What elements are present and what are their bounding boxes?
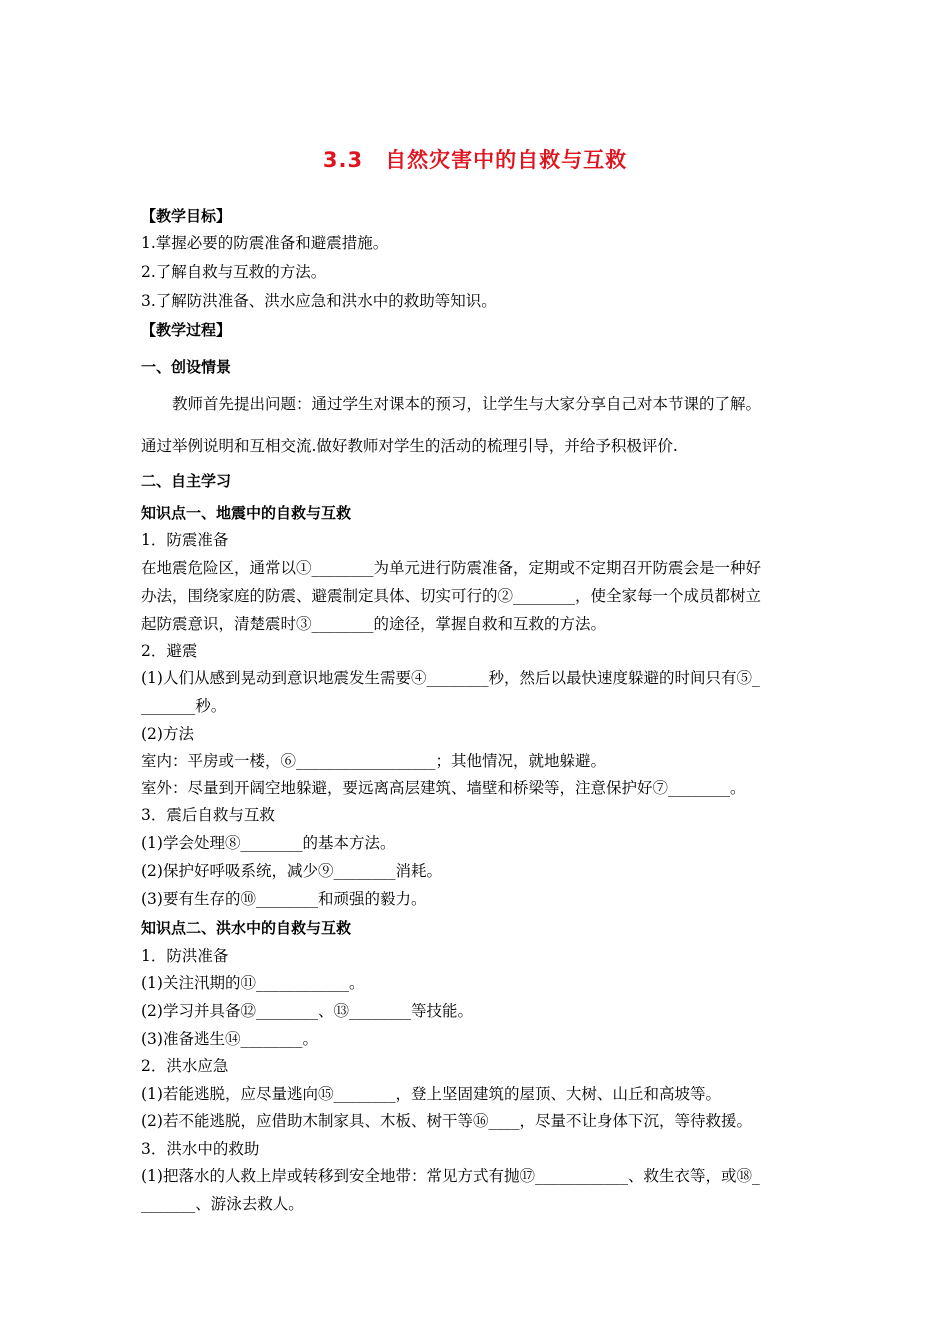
list-item: 2．洪水应急 <box>141 1057 229 1075</box>
paragraph-line: 室内：平房或一楼，⑥__________________；其他情况，就地躲避。 <box>141 752 607 770</box>
list-item: 1．防洪准备 <box>141 947 229 965</box>
subheading-self-study: 二、自主学习 <box>141 472 232 490</box>
list-item: (3)准备逃生⑭________。 <box>141 1030 318 1048</box>
paragraph-line: _______秒。 <box>141 697 227 715</box>
list-item: 1．防震准备 <box>141 531 229 549</box>
list-item: (2)学习并具备⑫________、⑬________等技能。 <box>141 1002 473 1020</box>
list-item: (2)若不能逃脱，应借助木制家具、木板、树干等⑯____，尽量不让身体下沉，等待救援。 <box>141 1112 752 1130</box>
list-item: (1)学会处理⑧________的基本方法。 <box>141 834 396 852</box>
knowledge-point-1: 知识点一、地震中的自救与互救 <box>141 504 352 522</box>
paragraph-line: 教师首先提出问题：通过学生对课本的预习，让学生与大家分享自己对本节课的了解。 <box>172 395 762 413</box>
paragraph-line: 办法，围绕家庭的防震、避震制定具体、切实可行的②________，使全家每一个成员都树立 <box>141 587 762 605</box>
section-heading-process: 【教学过程】 <box>141 321 232 339</box>
paragraph-line: 在地震危险区，通常以①________为单元进行防震准备，定期或不定期召开防震会是一种好 <box>141 559 762 577</box>
list-item: (1)若能逃脱，应尽量逃向⑮________，登上坚固建筑的屋顶、大树、山丘和高坡等。 <box>141 1085 721 1103</box>
knowledge-point-2: 知识点二、洪水中的自救与互救 <box>141 919 352 937</box>
list-item: (2)保护好呼吸系统，减少⑨________消耗。 <box>141 862 442 880</box>
paragraph-line: (1)把落水的人救上岸或转移到安全地带：常见方式有抛⑰____________、救生衣等，或⑱_ <box>141 1167 760 1185</box>
list-item: (2)方法 <box>141 725 194 743</box>
objective-2: 2.了解自救与互救的方法。 <box>141 263 327 281</box>
list-item: (3)要有生存的⑩________和顽强的毅力。 <box>141 890 427 908</box>
paragraph-line: (1)人们从感到晃动到意识地震发生需要④________秒，然后以最快速度躲避的时间只有⑤_ <box>141 669 760 687</box>
list-item: 3．洪水中的救助 <box>141 1140 260 1158</box>
page-title: 3.3 自然灾害中的自救与互救 <box>322 148 628 172</box>
objective-3: 3.了解防洪准备、洪水应急和洪水中的救助等知识。 <box>141 292 497 310</box>
subheading-scenario: 一、创设情景 <box>141 358 232 376</box>
paragraph-line: 室外：尽量到开阔空地躲避，要远离高层建筑、墙壁和桥梁等，注意保护好⑦________。 <box>141 779 746 797</box>
paragraph-line: 通过举例说明和互相交流.做好教师对学生的活动的梳理引导，并给予积极评价. <box>141 437 678 455</box>
section-heading-objectives: 【教学目标】 <box>141 207 232 225</box>
list-item: (1)关注汛期的⑪____________。 <box>141 974 365 992</box>
list-item: 2．避震 <box>141 642 198 660</box>
paragraph-line: _______、游泳去救人。 <box>141 1195 304 1213</box>
paragraph-line: 起防震意识，清楚震时③________的途径，掌握自救和互救的方法。 <box>141 615 607 633</box>
objective-1: 1.掌握必要的防震准备和避震措施。 <box>141 234 389 252</box>
list-item: 3．震后自救与互救 <box>141 806 275 824</box>
